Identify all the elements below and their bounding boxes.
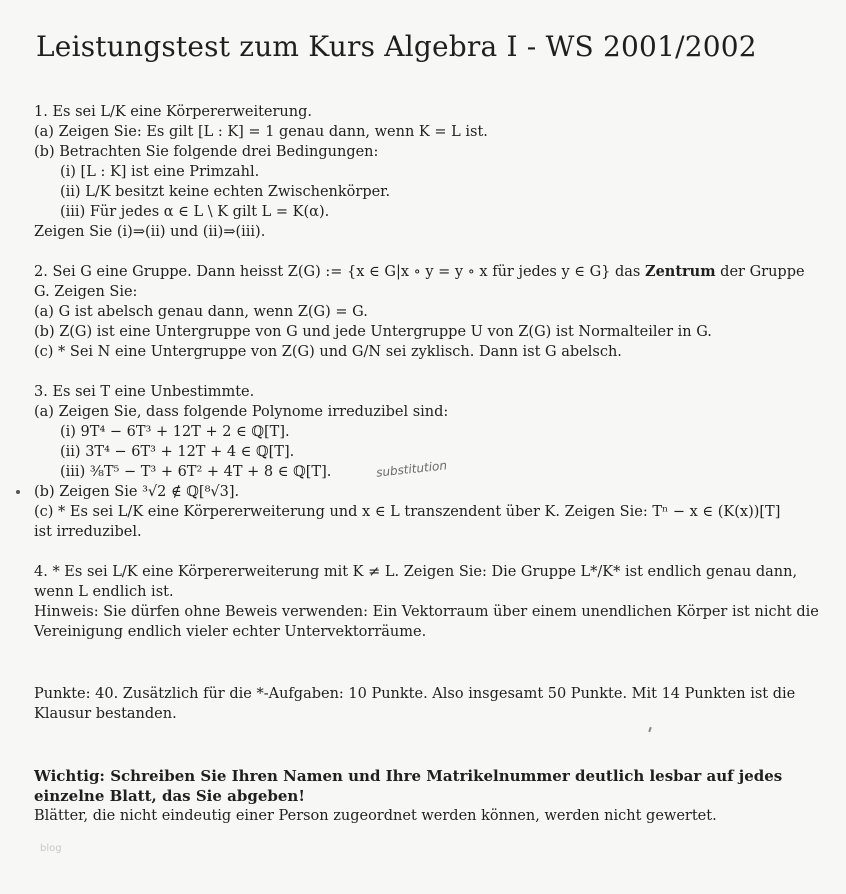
problem-1-b-ii: (ii) L/K besitzt keine echten Zwischenkörper. [60, 184, 391, 200]
problem-1-b-i: (i) [L : K] ist eine Primzahl. [60, 164, 260, 180]
spacer [34, 542, 806, 562]
watermark: blog [40, 843, 62, 854]
problem-3-a-i: (i) 9T⁴ − 6T³ + 12T + 2 ∈ ℚ[T]. [60, 424, 290, 440]
page-title: Leistungstest zum Kurs Algebra I - WS 2001/2002 [36, 30, 757, 63]
points-line-1: Punkte: 40. Zusätzlich für die *-Aufgaben: 10 Punkte. Also insgesamt 50 Punkte. Mit 14 Punkten ist die [34, 686, 796, 702]
problem-2-head-part2: der Gruppe [715, 264, 805, 280]
problem-2 [34, 262, 806, 362]
important-line-2: einzelne Blatt, das Sie abgeben! [34, 787, 305, 805]
spacer [34, 724, 806, 766]
important-line-1: Wichtig: Schreiben Sie Ihren Namen und Ihre Matrikelnummer deutlich lesbar auf jedes [34, 767, 783, 785]
pen-dot [16, 490, 20, 494]
problem-1-head: 1. Es sei L/K eine Körpererweiterung. [34, 104, 312, 120]
problem-2-head-cont: G. Zeigen Sie: [34, 284, 138, 300]
important-line-3: Blätter, die nicht eindeutig einer Person zugeordnet werden können, werden nicht gewertet. [34, 808, 717, 824]
points-line-2: Klausur bestanden. [34, 706, 177, 722]
problem-3-a: (a) Zeigen Sie, dass folgende Polynome irreduzibel sind: [34, 404, 449, 420]
problem-3-b: (b) Zeigen Sie ³√2 ∉ ℚ[⁸√3]. [34, 484, 240, 500]
problem-4-hint: Hinweis: Sie dürfen ohne Beweis verwenden: Ein Vektorraum über einem unendlichen Körper ist nicht die [34, 604, 819, 620]
spacer [34, 242, 806, 262]
problem-2-head-part1: 2. Sei G eine Gruppe. Dann heisst Z(G) := {x ∈ G|x ∘ y = y ∘ x für jedes y ∈ G} das [34, 264, 645, 280]
problem-3-c: (c) * Es sei L/K eine Körpererweiterung und x ∈ L transzendent über K. Zeigen Sie: Tⁿ − x ∈ (K(x))[T] [34, 504, 781, 520]
problem-2-head [34, 262, 806, 282]
problem-4-hint-cont: Vereinigung endlich vieler echter Untervektorräume. [34, 624, 427, 640]
problem-3-head: 3. Es sei T eine Unbestimmte. [34, 384, 255, 400]
problem-4-head-cont: wenn L endlich ist. [34, 584, 174, 600]
problem-2-head-bold: Zentrum [644, 263, 716, 280]
problem-3-a-ii: (ii) 3T⁴ − 6T³ + 12T + 4 ∈ ℚ[T]. [60, 444, 295, 460]
problem-1-b: (b) Betrachten Sie folgende drei Bedingungen: [34, 144, 379, 160]
handwritten-note: substitution [375, 458, 448, 480]
problem-2-b: (b) Z(G) ist eine Untergruppe von G und jede Untergruppe U von Z(G) ist Normalteiler in G. [34, 324, 712, 340]
points-section [34, 684, 806, 724]
problem-4 [34, 562, 819, 642]
problem-4-head: 4. * Es sei L/K eine Körpererweiterung mit K ≠ L. Zeigen Sie: Die Gruppe L*/K* ist endlich genau dann, [34, 564, 798, 580]
problem-2-a: (a) G ist abelsch genau dann, wenn Z(G) = G. [34, 304, 368, 320]
problem-2-c: (c) * Sei N eine Untergruppe von Z(G) und G/N sei zyklisch. Dann ist G abelsch. [34, 344, 622, 360]
spacer [34, 642, 806, 684]
problem-3-a-iii: (iii) ³⁄₈T⁵ − T³ + 6T² + 4T + 8 ∈ ℚ[T]. [60, 464, 332, 480]
spacer [34, 362, 806, 382]
important-section [34, 766, 806, 826]
problem-1 [34, 102, 806, 242]
problem-3-c-cont: ist irreduzibel. [34, 524, 142, 540]
problem-1-b-iii: (iii) Für jedes α ∈ L \ K gilt L = K(α). [60, 204, 330, 220]
problem-1-task: Zeigen Sie (i)⇒(ii) und (ii)⇒(iii). [34, 224, 266, 240]
problem-1-a: (a) Zeigen Sie: Es gilt [L : K] = 1 genau dann, wenn K = L ist. [34, 124, 488, 140]
